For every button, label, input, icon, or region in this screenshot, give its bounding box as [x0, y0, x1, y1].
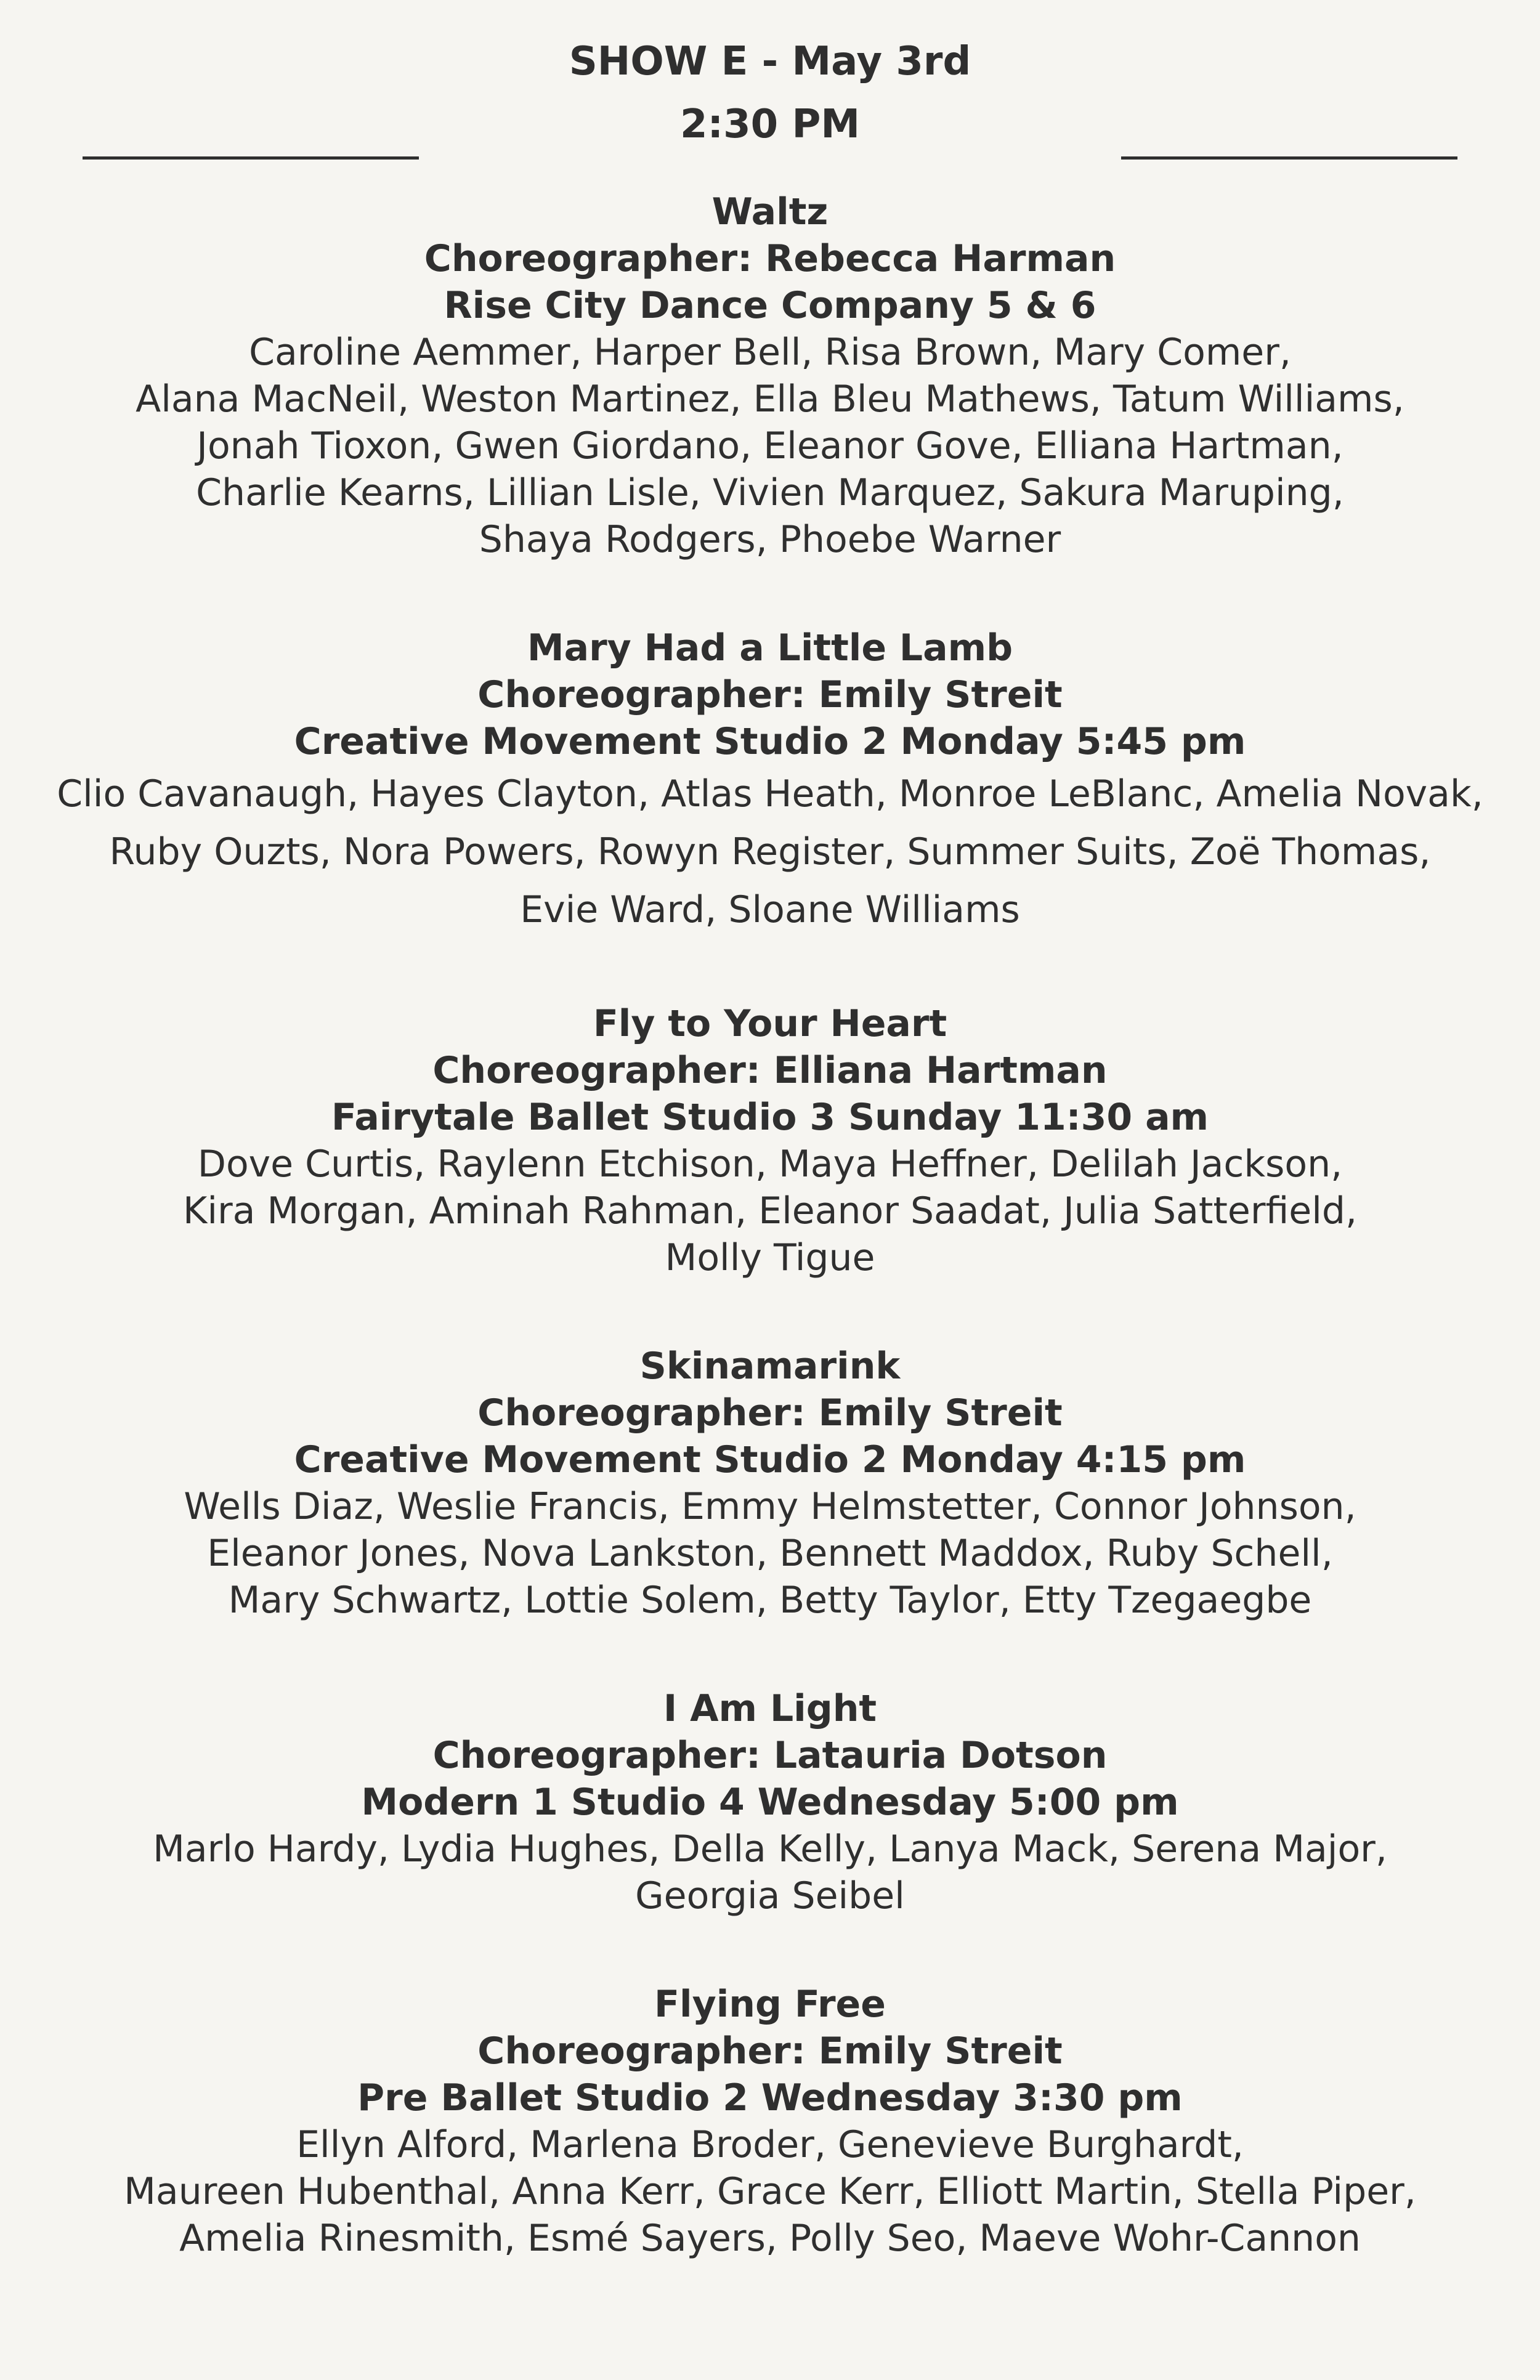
piece-title: Flying Free: [654, 1983, 886, 2026]
piece-choreographer: Choreographer: Rebecca Harman: [424, 237, 1116, 280]
piece-i-am-light: [0, 1685, 1540, 1919]
piece-mary-had-a-little-lamb: [0, 625, 1540, 939]
piece-choreographer: Choreographer: Emily Streit: [477, 2030, 1063, 2073]
show-title: SHOW E - May 3rd: [569, 39, 971, 84]
piece-choreographer: Choreographer: Emily Streit: [477, 1391, 1063, 1435]
cast-line: Clio Cavanaugh, Hayes Clayton, Atlas Heath, Monroe LeBlanc, Amelia Novak,: [57, 772, 1483, 816]
piece-choreographer: Choreographer: Elliana Hartman: [432, 1049, 1108, 1092]
cast-line: Wells Diaz, Weslie Francis, Emmy Helmstetter, Connor Johnson,: [184, 1485, 1356, 1528]
cast-line: Dove Curtis, Raylenn Etchison, Maya Heffner, Delilah Jackson,: [197, 1143, 1343, 1186]
piece-fly-to-your-heart: [0, 1000, 1540, 1281]
show-time: 2:30 PM: [679, 102, 861, 147]
cast-line: Evie Ward, Sloane Williams: [520, 888, 1020, 931]
piece-class: Fairytale Ballet Studio 3 Sunday 11:30 am: [331, 1096, 1209, 1139]
divider-right: [1121, 156, 1457, 160]
cast-line: Ruby Ouzts, Nora Powers, Rowyn Register, Summer Suits, Zoë Thomas,: [109, 830, 1431, 873]
cast-line: Alana MacNeil, Weston Martinez, Ella Bleu Mathews, Tatum Williams,: [136, 378, 1404, 421]
piece-title: Fly to Your Heart: [593, 1002, 947, 1045]
spacer: [0, 1281, 1540, 1343]
piece-class: Rise City Dance Company 5 & 6: [444, 284, 1096, 327]
program-list: [0, 188, 1540, 2262]
cast-line: Marlo Hardy, Lydia Hughes, Della Kelly, Lanya Mack, Serena Major,: [153, 1827, 1387, 1871]
piece-flying-free: [0, 1981, 1540, 2262]
piece-class: Pre Ballet Studio 2 Wednesday 3:30 pm: [357, 2076, 1183, 2119]
piece-class: Creative Movement Studio 2 Monday 4:15 pm: [294, 1438, 1246, 1481]
piece-title: Skinamarink: [639, 1345, 901, 1388]
cast-line: Shaya Rodgers, Phoebe Warner: [479, 518, 1061, 561]
spacer: [0, 939, 1540, 1000]
piece-choreographer: Choreographer: Emily Streit: [477, 673, 1063, 716]
piece-class: Creative Movement Studio 2 Monday 5:45 pm: [294, 720, 1246, 763]
cast-line: Georgia Seibel: [635, 1874, 905, 1917]
divider-left: [83, 156, 419, 160]
cast-line: Maureen Hubenthal, Anna Kerr, Grace Kerr, Elliott Martin, Stella Piper,: [124, 2170, 1416, 2213]
piece-waltz: [0, 188, 1540, 563]
piece-class: Modern 1 Studio 4 Wednesday 5:00 pm: [361, 1781, 1179, 1824]
spacer: [0, 1919, 1540, 1981]
cast-line: Jonah Tioxon, Gwen Giordano, Eleanor Gove, Elliana Hartman,: [197, 424, 1343, 467]
cast-line: Ellyn Alford, Marlena Broder, Genevieve Burghardt,: [296, 2123, 1244, 2166]
piece-title: I Am Light: [663, 1687, 877, 1730]
piece-skinamarink: [0, 1343, 1540, 1624]
piece-title: Waltz: [711, 190, 829, 233]
cast-line: Amelia Rinesmith, Esmé Sayers, Polly Seo, Maeve Wohr-Cannon: [179, 2217, 1361, 2260]
cast-line: Caroline Aemmer, Harper Bell, Risa Brown, Mary Comer,: [249, 331, 1291, 374]
cast-line: Charlie Kearns, Lillian Lisle, Vivien Marquez, Sakura Maruping,: [196, 471, 1344, 514]
piece-title: Mary Had a Little Lamb: [527, 626, 1013, 670]
spacer: [0, 1624, 1540, 1685]
piece-choreographer: Choreographer: Latauria Dotson: [432, 1734, 1108, 1777]
cast-line: Molly Tigue: [665, 1236, 875, 1279]
cast-line: Eleanor Jones, Nova Lankston, Bennett Maddox, Ruby Schell,: [207, 1532, 1333, 1575]
cast-line: Mary Schwartz, Lottie Solem, Betty Taylor, Etty Tzegaegbe: [228, 1579, 1312, 1622]
spacer: [0, 563, 1540, 625]
cast-line: Kira Morgan, Aminah Rahman, Eleanor Saadat, Julia Satterfield,: [182, 1189, 1358, 1232]
